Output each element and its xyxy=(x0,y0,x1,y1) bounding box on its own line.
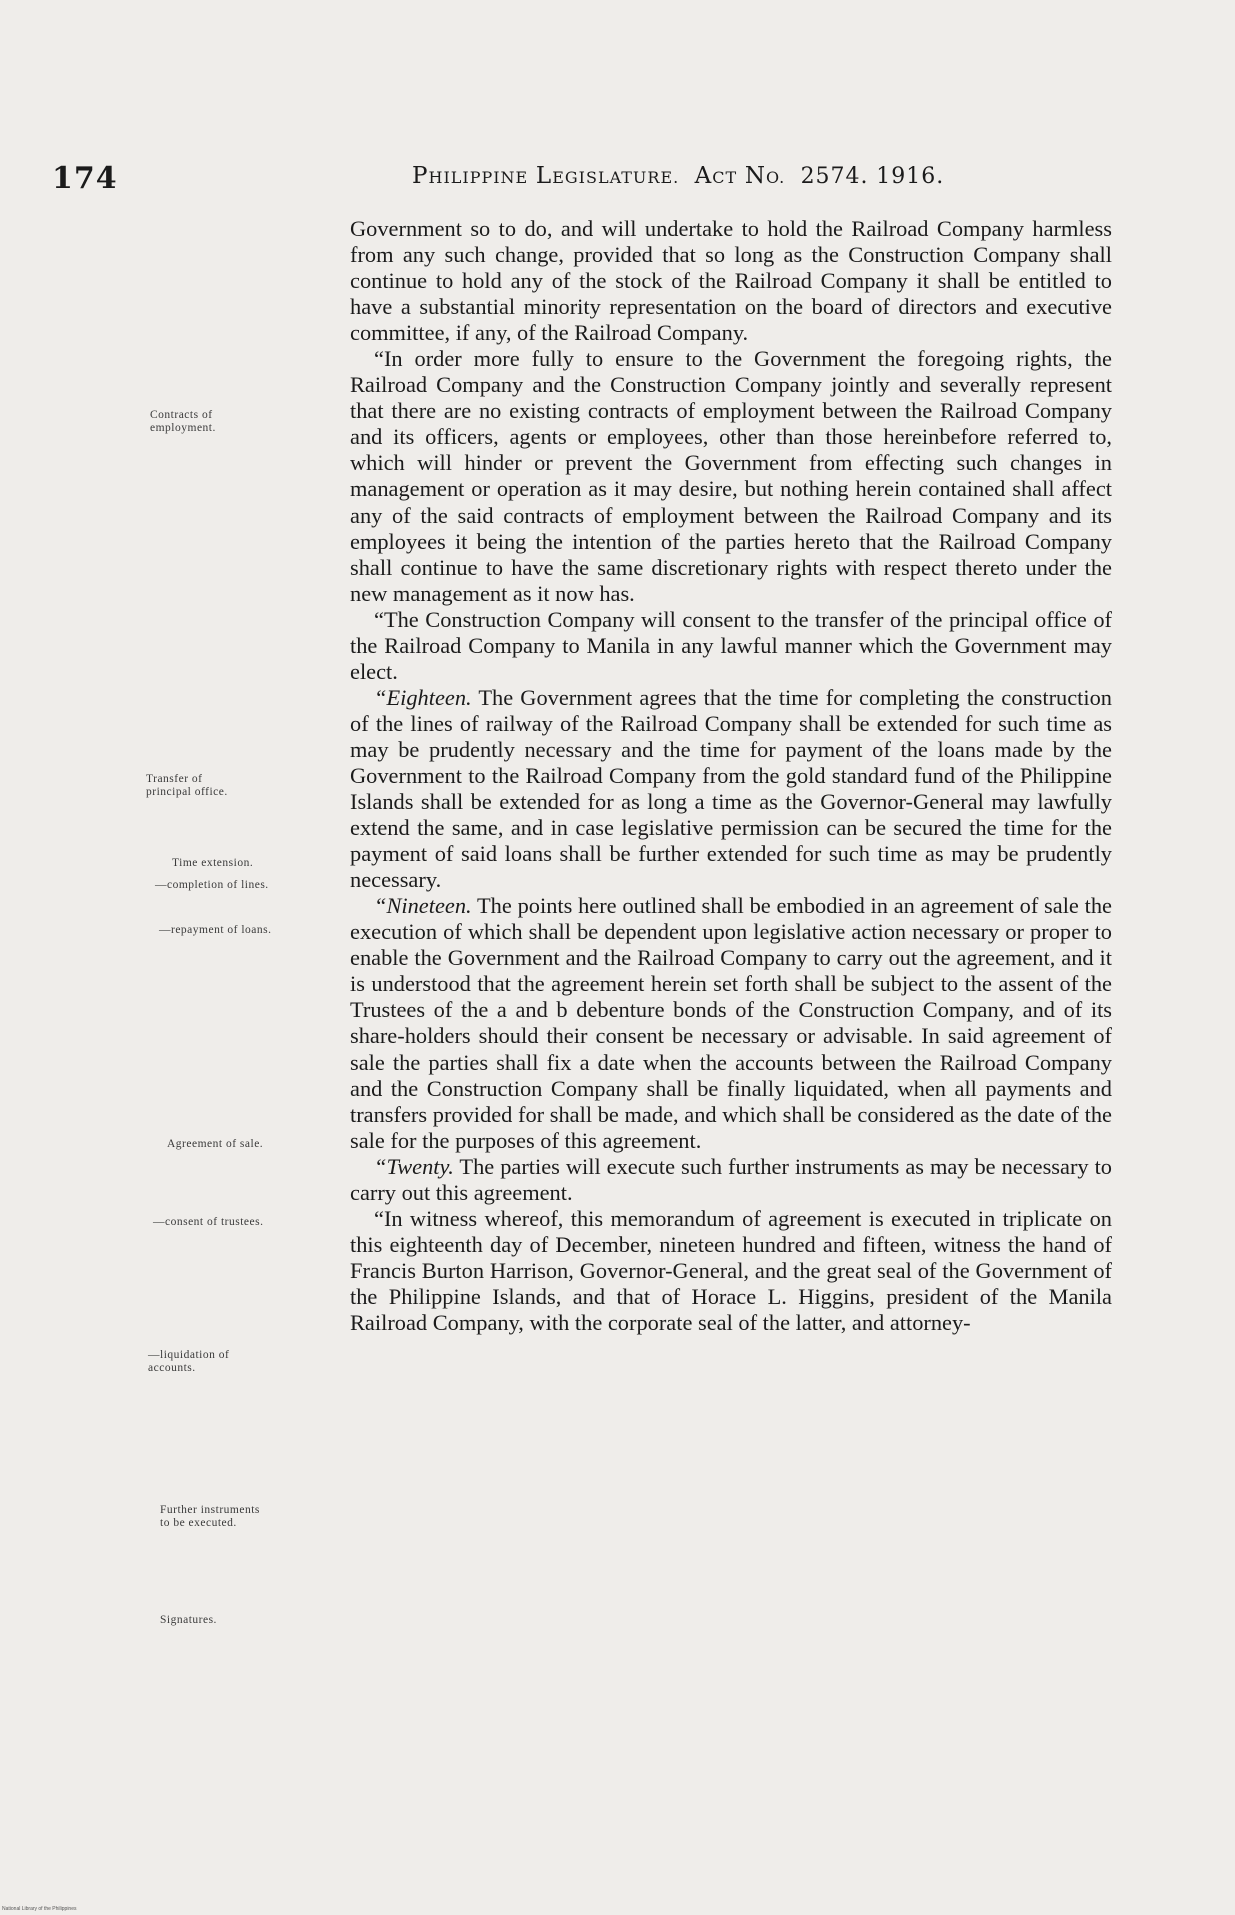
section-lead: “Twenty. xyxy=(374,1153,454,1179)
marginal-note-completion: —completion of lines. xyxy=(155,879,269,891)
body-text xyxy=(350,216,1112,1336)
paragraph-text: The parties will execute such further instruments as may be necessary to carry out this agreement. xyxy=(350,1153,1112,1205)
marginal-note-time-extension: Time extension. xyxy=(172,857,254,869)
paragraph-text: “In order more fully to ensure to the Government the foregoing rights, the Railroad Company and the Construction Company jointly and severally represent that there are no existing contracts of employment between the Railroad Company and its officers, agents or employees, other than those hereinbefore referred to, which will hinder or prevent the Government from effecting such changes in management or operation as it may desire, but nothing herein contained shall affect any of the said contracts of employment between the Railroad Company and its employees it being the intention of the parties hereto that the Railroad Company shall continue to have the same discretionary rights with respect thereto under the new management as it now has. xyxy=(350,346,1112,606)
marginal-note-repayment: —repayment of loans. xyxy=(159,924,272,936)
paragraph xyxy=(350,1206,1112,1336)
paragraph-text: “In witness whereof, this memorandum of agreement is executed in triplicate on this eighteenth day of December, nineteen hundred and fifteen, witness the hand of Francis Burton Harrison, Governor-General, and the great seal of the Government of the Philippine Islands, and that of Horace L. Higgins, president of the Manila Railroad Company, with the corporate seal of the latter, and attorney- xyxy=(350,1205,1112,1335)
marginal-note-liquidation: —liquidation of accounts. xyxy=(148,1349,230,1374)
paragraph-text: Government so to do, and will undertake to hold the Railroad Company harmless from any such change, provided that so long as the Construction Company shall continue to hold any of the stock of the Railroad Company it shall be entitled to have a substantial minority representation on the board of directors and executive committee, if any, of the Railroad Company. xyxy=(350,216,1112,346)
running-head: PHILIPPINE LEGISLATURE. ACT NO. 2574. 1916. xyxy=(412,163,945,189)
paragraph xyxy=(350,1154,1112,1206)
marginal-note-consent: —consent of trustees. xyxy=(153,1216,264,1228)
marginal-note-transfer: Transfer of principal office. xyxy=(146,773,228,798)
paragraph xyxy=(350,607,1112,685)
marginal-note-agreement: Agreement of sale. xyxy=(167,1138,264,1150)
paragraph-text: The Government agrees that the time for completing the construction of the lines of railway of the Railroad Company shall be extended for such time as may be prudently necessary and the time for payment of the loans made by the Government to the Railroad Company from the gold standard fund of the Philippine Islands shall be extended for as long a time as the Governor-General may lawfully extend the same, and in case legislative permission can be secured the time for the payment of said loans shall be further extended for such time as may be prudently necessary. xyxy=(350,684,1112,893)
paragraph xyxy=(350,893,1112,1153)
section-lead: “Eighteen. xyxy=(374,684,472,710)
paragraph xyxy=(350,216,1112,346)
paragraph xyxy=(350,685,1112,893)
scan-credit: National Library of the Philippines xyxy=(2,1906,77,1912)
marginal-note-signatures: Signatures. xyxy=(160,1614,217,1626)
marginal-note-contracts: Contracts of employment. xyxy=(150,409,216,434)
paragraph xyxy=(350,346,1112,606)
paragraph-text: “The Construction Company will consent to the transfer of the principal office of the Railroad Company to Manila in any lawful manner which the Government may elect. xyxy=(350,606,1112,684)
marginal-note-further: Further instruments to be executed. xyxy=(160,1504,260,1529)
paragraph-text: The points here outlined shall be embodied in an agreement of sale the execution of which shall be dependent upon legislative action necessary or proper to enable the Government and the Railroad Company to carry out the agreement, and it is understood that the agreement herein set forth shall be subject to the assent of the Trustees of the a and b debenture bonds of the Construction Company, and of its share-holders should their consent be necessary or advisable. In said agreement of sale the parties shall fix a date when the accounts between the Railroad Company and the Construction Company shall be finally liquidated, when all payments and transfers provided for shall be made, and which shall be considered as the date of the sale for the purposes of this agreement. xyxy=(350,893,1112,1153)
page-number: 174 xyxy=(52,161,118,196)
section-lead: “Nineteen. xyxy=(374,893,472,919)
